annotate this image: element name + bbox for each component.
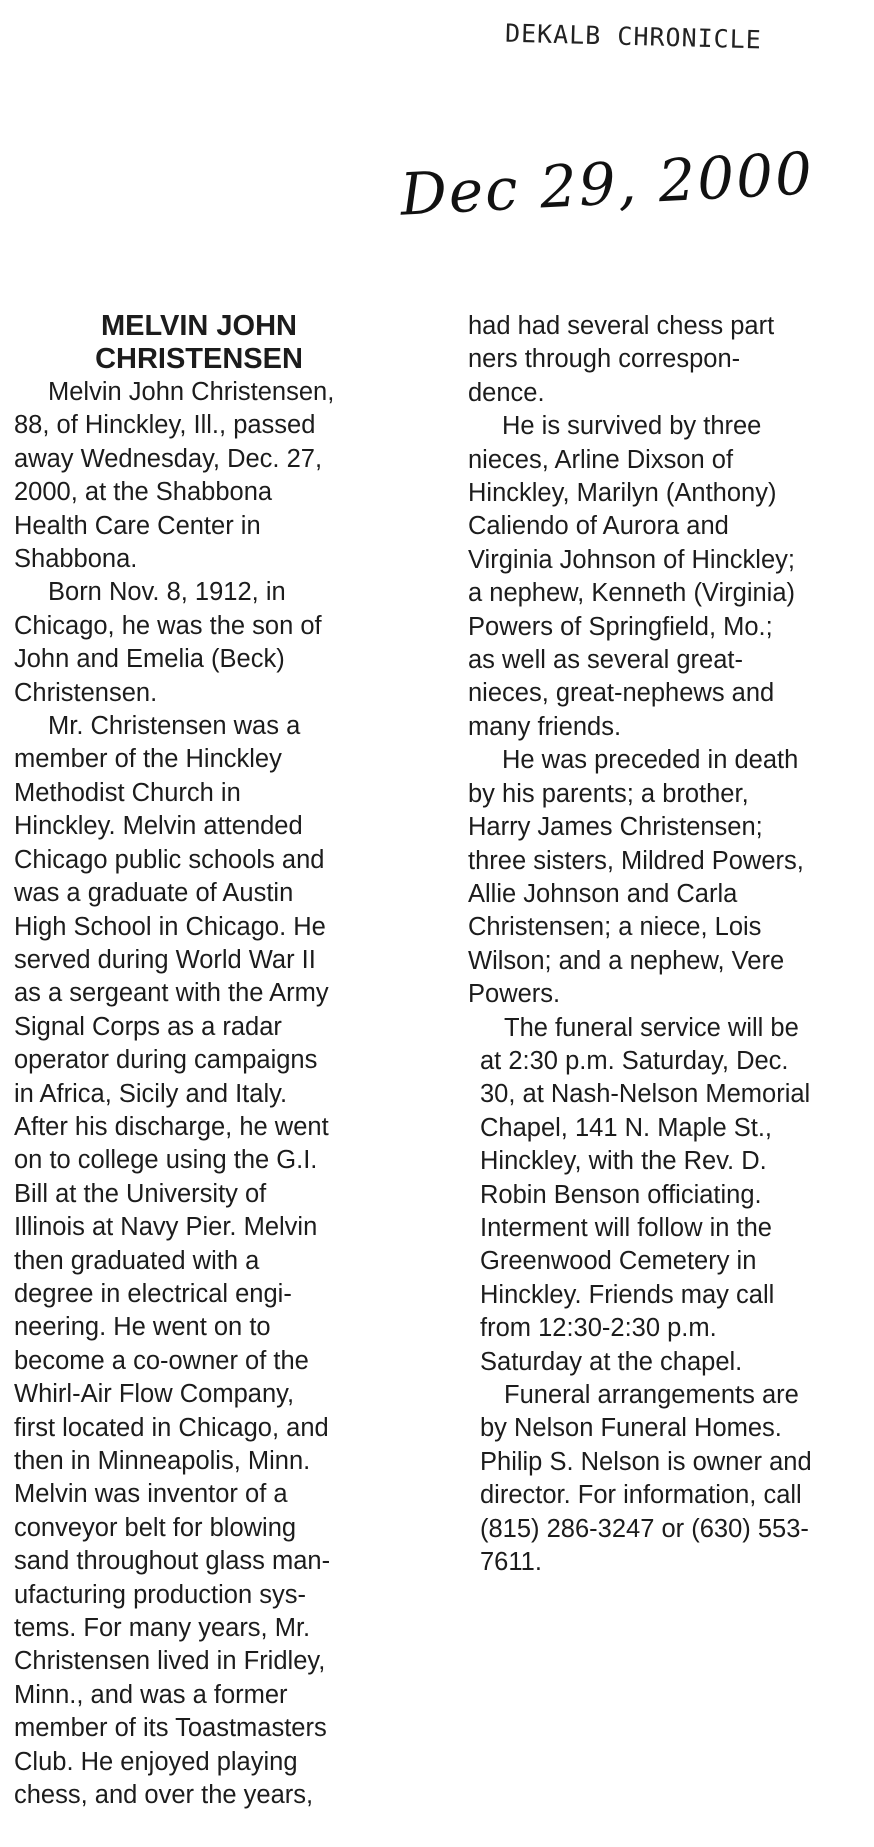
text-line: Saturday at the chapel. (480, 1347, 743, 1376)
text-line: tems. For many years, Mr. (14, 1614, 311, 1643)
newspaper-name-stamp: DEKALB CHRONICLE (504, 18, 763, 55)
headline-line: MELVIN JOHN (100, 310, 298, 342)
text-line: Interment will follow in the (480, 1213, 772, 1242)
text-line: nieces, great-nephews and (468, 679, 775, 708)
text-line: Whirl-Air Flow Company, (14, 1380, 295, 1409)
text-line: Chicago, he was the son of (14, 611, 322, 640)
text-line: Harry James Christensen; (468, 813, 763, 842)
text-line: then graduated with a (14, 1246, 260, 1275)
text-line: at 2:30 p.m. Saturday, Dec. (480, 1046, 789, 1075)
text-line: in Africa, Sicily and Italy. (14, 1079, 288, 1108)
obituary-right-column (468, 310, 856, 1579)
text-line: conveyor belt for blowing (14, 1513, 297, 1542)
text-line: member of the Hinckley (14, 745, 282, 774)
text-line: from 12:30-2:30 p.m. (480, 1314, 717, 1343)
text-line: Hinckley. Melvin attended (14, 812, 303, 841)
text-line: He is survived by three (502, 412, 762, 441)
text-line: Mr. Christensen was a (48, 712, 301, 741)
text-line: The funeral service will be (504, 1013, 799, 1042)
text-line: ufacturing production sys- (14, 1580, 306, 1609)
text-line: Christensen. (14, 678, 158, 707)
text-line: Virginia Johnson of Hinckley; (468, 545, 795, 574)
text-line: many friends. (468, 712, 622, 741)
text-line: chess, and over the years, (14, 1781, 314, 1810)
text-line: Hinckley, Marilyn (Anthony) (468, 479, 777, 508)
text-line: Philip S. Nelson is owner and (480, 1447, 812, 1476)
text-line: neering. He went on to (14, 1313, 271, 1342)
text-line: Signal Corps as a radar (14, 1012, 282, 1041)
text-line: After his discharge, he went (14, 1112, 329, 1141)
text-line: away Wednesday, Dec. 27, (14, 444, 323, 473)
text-line: on to college using the G.I. (14, 1146, 318, 1175)
text-line: served during World War II (14, 945, 316, 974)
text-line: first located in Chicago, and (14, 1413, 329, 1442)
text-line: Hinckley. Friends may call (480, 1280, 775, 1309)
text-line: Health Care Center in (14, 511, 261, 540)
right-column-text (468, 310, 856, 1579)
text-line: Hinckley, with the Rev. D. (480, 1147, 767, 1176)
handwritten-date: Dec 29, 2000 (398, 139, 816, 229)
text-line: Methodist Church in (14, 778, 241, 807)
text-line: as well as several great- (468, 646, 743, 675)
text-line: 7611. (480, 1548, 542, 1577)
text-line: Allie Johnson and Carla (468, 879, 738, 908)
headline-line: CHRISTENSEN (95, 343, 303, 375)
text-line: Robin Benson officiating. (480, 1180, 762, 1209)
text-line: a nephew, Kenneth (Virginia) (468, 579, 796, 608)
text-line: was a graduate of Austin (14, 879, 294, 908)
text-line: Greenwood Cemetery in (480, 1247, 757, 1276)
left-column-text (14, 376, 384, 1812)
text-line: member of its Toastmasters (14, 1714, 327, 1743)
obituary-left-column (14, 310, 384, 1812)
text-line: Melvin John Christensen, (48, 378, 335, 406)
text-line: 88, of Hinckley, Ill., passed (14, 411, 316, 440)
text-line: dence. (468, 378, 545, 407)
text-line: then in Minneapolis, Minn. (14, 1447, 311, 1475)
text-line: Christensen lived in Fridley, (14, 1647, 326, 1676)
text-line: Bill at the University of (14, 1179, 267, 1208)
text-line: 2000, at the Shabbona (14, 478, 273, 507)
text-line: Powers. (468, 980, 561, 1009)
text-line: Wilson; and a nephew, Vere (468, 946, 785, 975)
text-line: become a co-owner of the (14, 1346, 309, 1375)
text-line: Club. He enjoyed playing (14, 1747, 298, 1776)
text-line: Chicago public schools and (14, 845, 325, 874)
text-line: as a sergeant with the Army (14, 979, 329, 1008)
text-line: by Nelson Funeral Homes. (480, 1414, 782, 1443)
text-line: Powers of Springfield, Mo.; (468, 612, 773, 641)
text-line: He was preceded in death (502, 746, 799, 775)
text-line: Shabbona. (14, 545, 138, 574)
text-line: had had several chess part (468, 312, 775, 340)
text-line: Caliendo of Aurora and (468, 512, 729, 541)
text-line: operator during campaigns (14, 1046, 318, 1075)
text-line: Christensen; a niece, Lois (468, 913, 762, 942)
text-line: Minn., and was a former (14, 1680, 288, 1709)
obituary-headline (14, 310, 384, 376)
text-line: John and Emelia (Beck) (14, 645, 285, 674)
text-line: Illinois at Navy Pier. Melvin (14, 1213, 318, 1242)
text-line: ners through correspon- (468, 345, 741, 374)
text-line: degree in electrical engi- (14, 1279, 292, 1308)
text-line: Chapel, 141 N. Maple St., (480, 1113, 772, 1142)
text-line: (815) 286-3247 or (630) 553- (480, 1514, 809, 1543)
text-line: by his parents; a brother, (468, 779, 749, 808)
text-line: Melvin was inventor of a (14, 1480, 288, 1509)
text-line: director. For information, call (480, 1481, 802, 1510)
text-line: nieces, Arline Dixson of (468, 445, 734, 474)
text-line: sand throughout glass man- (14, 1547, 331, 1576)
text-line: three sisters, Mildred Powers, (468, 846, 804, 875)
text-line: High School in Chicago. He (14, 912, 326, 941)
text-line: Funeral arrangements are (504, 1381, 799, 1409)
text-line: Born Nov. 8, 1912, in (48, 578, 286, 607)
text-line: 30, at Nash-Nelson Memorial (480, 1080, 811, 1109)
